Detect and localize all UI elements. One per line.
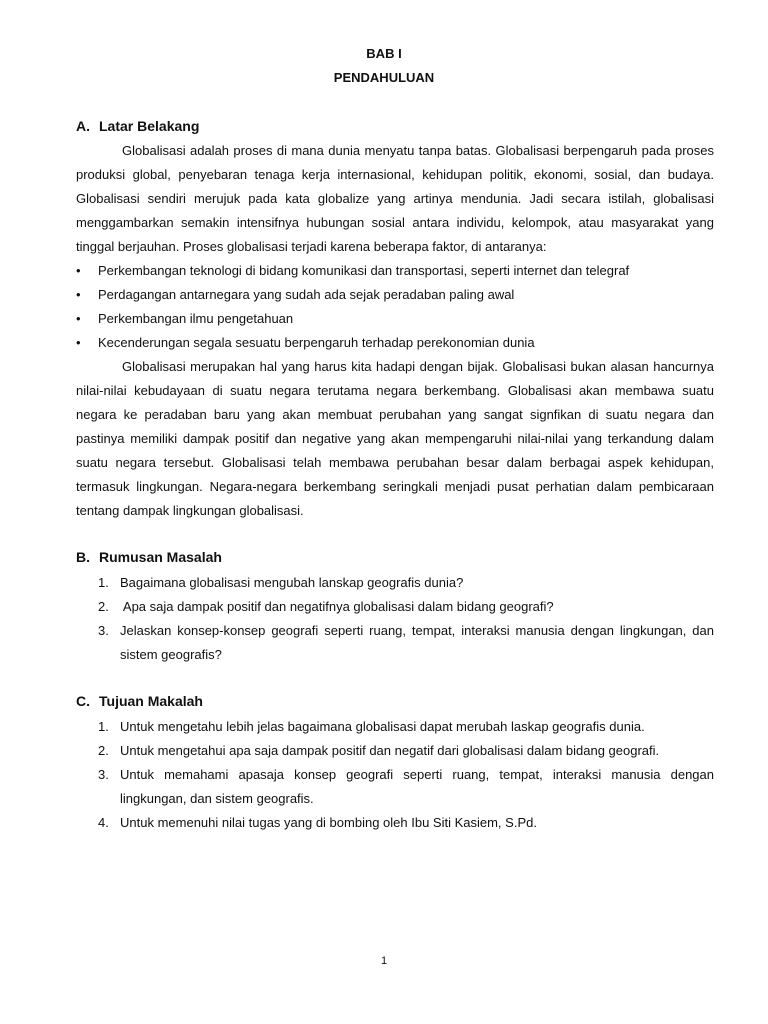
item-number: 1. — [98, 575, 109, 590]
chapter-label: BAB I — [366, 46, 402, 61]
item-number: 2. — [98, 599, 109, 614]
item-number: 3. — [98, 767, 109, 782]
list-item-text: Perdagangan antarnegara yang sudah ada sejak peradaban paling awal — [98, 287, 515, 302]
list-item-text: Kecenderungan segala sesuatu berpengaruh terhadap perekonomian dunia — [98, 335, 535, 350]
section-a-paragraph-2: Globalisasi merupakan hal yang harus kita hadapi dengan bijak. Globalisasi bukan alasan hancurnya nilai-nilai kebudayaan di suatu negara terutama negara berkembang. Globalisasi akan membawa suatu negara ke peradaban baru yang akan membuat perubahan yang sangat signfikan di suatu negara dan pastinya memiliki dampak positif dan negative yang akan mempengaruhi nilai-nilai yang terkandung dalam suatu negara tersebut. Globalisasi telah membawa perubahan besar dalam berbagai aspek kehidupan, termasuk lingkungan. Negara-negara berkembang seringkali menjadi pusat perhatian dalam pembicaraan tentang dampak lingkungan globalisasi. — [76, 359, 714, 518]
list-item-text: Jelaskan konsep-konsep geografi seperti ruang, tempat, interaksi manusia dengan lingkungan, dan sistem geografis? — [120, 623, 714, 662]
item-number: 3. — [98, 623, 109, 638]
section-a-paragraph-1: Globalisasi adalah proses di mana dunia menyatu tanpa batas. Globalisasi berpengaruh pada proses produksi global, penyebaran tenaga kerja internasional, kehidupan politik, ekonomi, sosial, dan budaya. Globalisasi sendiri merujuk pada kata globalize yang artinya mendunia. Jadi secara istilah, globalisasi menggambarkan semakin intensifnya hubungan sosial antara individu, kelompok, atau masyarakat yang tinggal berjauhan. Proses globalisasi terjadi karena beberapa faktor, di antaranya: — [76, 143, 714, 254]
factor-bullet-list — [76, 259, 714, 355]
list-item — [76, 283, 714, 307]
bullet-icon: • — [76, 287, 81, 302]
section-a-letter: A. — [76, 118, 90, 134]
list-item-text: Untuk memahami apasaja konsep geografi seperti ruang, tempat, interaksi manusia dengan lingkungan, dan sistem geografis. — [120, 767, 714, 806]
item-number: 4. — [98, 815, 109, 830]
bullet-icon: • — [76, 263, 81, 278]
list-item — [98, 619, 714, 667]
section-a-title: Latar Belakang — [99, 118, 200, 134]
list-item-text: Untuk mengetahu lebih jelas bagaimana globalisasi dapat merubah laskap geografis dunia. — [120, 719, 645, 734]
section-c-title: Tujuan Makalah — [99, 693, 203, 709]
list-item-text: Untuk memenuhi nilai tugas yang di bombing oleh Ibu Siti Kasiem, S.Pd. — [120, 815, 537, 830]
section-a-heading — [76, 118, 199, 134]
item-number: 1. — [98, 719, 109, 734]
chapter-title: PENDAHULUAN — [333, 70, 435, 85]
list-item — [98, 739, 714, 763]
section-c-letter: C. — [76, 693, 90, 709]
list-item — [98, 595, 714, 619]
list-item — [76, 331, 714, 355]
bullet-icon: • — [76, 335, 81, 350]
section-b-letter: B. — [76, 549, 90, 565]
list-item-text: Untuk mengetahui apa saja dampak positif dan negatif dari globalisasi dalam bidang geografi. — [120, 743, 660, 758]
item-number: 2. — [98, 743, 109, 758]
objective-list — [98, 715, 714, 835]
list-item — [98, 571, 714, 595]
list-item — [98, 811, 714, 835]
section-c-heading — [76, 693, 203, 709]
bullet-icon: • — [76, 311, 81, 326]
list-item-text: Perkembangan ilmu pengetahuan — [98, 311, 294, 326]
problem-list — [98, 571, 714, 667]
list-item-text: Apa saja dampak positif dan negatifnya globalisasi dalam bidang geografi? — [120, 599, 554, 614]
list-item — [76, 307, 714, 331]
page-number: 1 — [380, 955, 388, 967]
list-item-text: Bagaimana globalisasi mengubah lanskap geografis dunia? — [120, 575, 464, 590]
list-item — [98, 715, 714, 739]
list-item — [76, 259, 714, 283]
section-b-heading — [76, 549, 222, 565]
list-item — [98, 763, 714, 811]
section-b-title: Rumusan Masalah — [99, 549, 222, 565]
list-item-text: Perkembangan teknologi di bidang komunikasi dan transportasi, seperti internet dan telegraf — [98, 263, 630, 278]
